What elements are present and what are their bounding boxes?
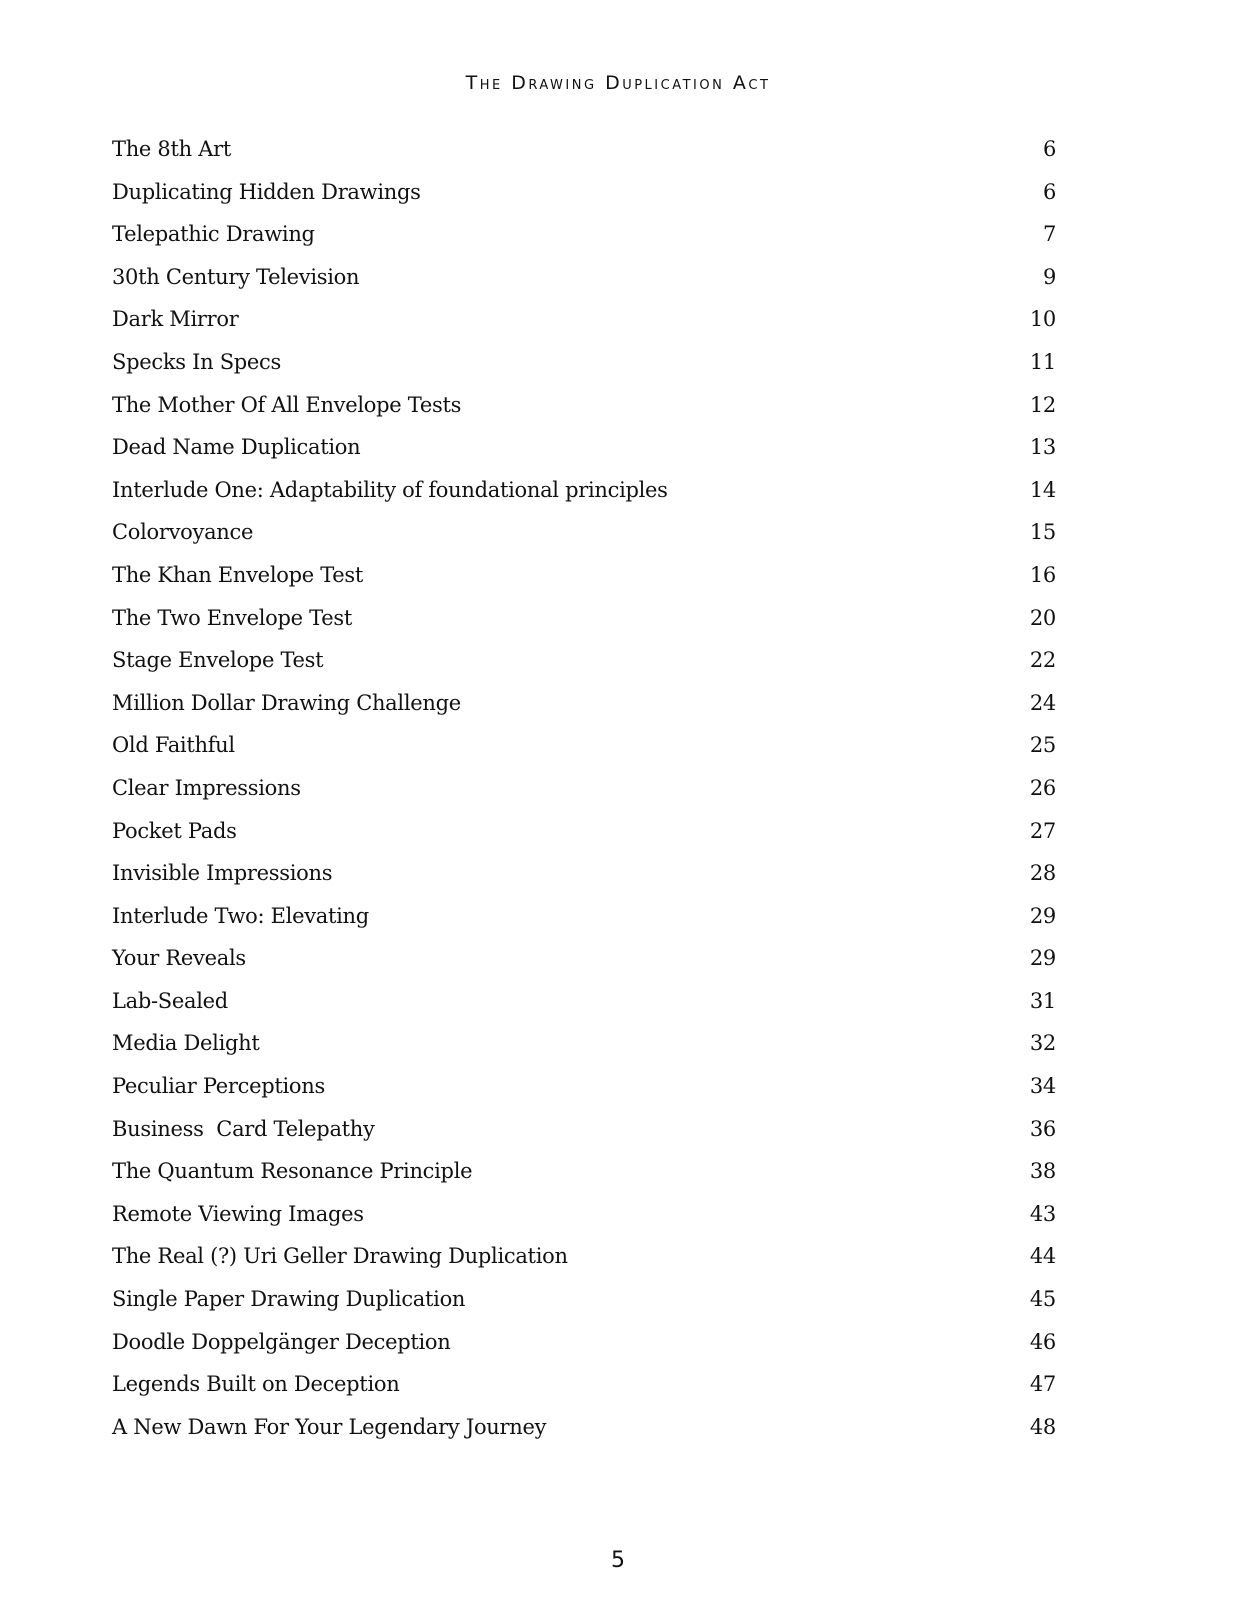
- toc-entry-page: 20: [1029, 605, 1056, 630]
- toc-entry-page: 44: [1029, 1244, 1056, 1269]
- toc-entry-title: Colorvoyance: [112, 520, 254, 545]
- toc-entry[interactable]: [112, 691, 1056, 734]
- toc-entry[interactable]: [112, 435, 1056, 478]
- toc-entry-title: 30th Century Television: [112, 264, 360, 289]
- toc-entry-title: Dark Mirror: [112, 307, 239, 332]
- toc-entry-page: 13: [1029, 435, 1056, 460]
- toc-entry[interactable]: [112, 946, 1056, 989]
- toc-entry[interactable]: [112, 1244, 1056, 1287]
- toc-entry-page: 43: [1029, 1201, 1056, 1226]
- toc-entry[interactable]: [112, 1287, 1056, 1330]
- toc-entry[interactable]: [112, 520, 1056, 563]
- toc-entry-title: The Khan Envelope Test: [112, 562, 364, 587]
- running-header-title: The Drawing Duplication Act: [465, 72, 771, 94]
- toc-entry-page: 38: [1029, 1159, 1056, 1184]
- toc-entry[interactable]: [112, 137, 1056, 180]
- toc-entry-page: 28: [1029, 861, 1056, 886]
- toc-entry-page: 9: [1042, 264, 1056, 289]
- toc-entry-page: 16: [1029, 562, 1056, 587]
- toc-entry-title: The Mother Of All Envelope Tests: [112, 392, 462, 417]
- toc-entry-page: 6: [1042, 137, 1056, 161]
- toc-entry-title: Stage Envelope Test: [112, 648, 324, 673]
- toc-entry-title: Lab-Sealed: [112, 988, 228, 1013]
- toc-entry-title: Interlude One: Adaptability of foundational principles: [112, 477, 668, 502]
- toc-entry-page: 7: [1042, 222, 1056, 247]
- toc-entry[interactable]: [112, 180, 1056, 223]
- toc-entry-title: Business Card Telepathy: [112, 1116, 375, 1141]
- toc-entry-page: 32: [1029, 1031, 1056, 1056]
- toc-entry[interactable]: [112, 1031, 1056, 1074]
- toc-entry-page: 34: [1029, 1074, 1056, 1099]
- toc-entry[interactable]: [112, 733, 1056, 776]
- toc-entry-title: Old Faithful: [112, 733, 235, 758]
- toc-entry-title: Your Reveals: [112, 946, 246, 971]
- toc-entry-title: Specks In Specs: [112, 349, 281, 374]
- page-number: 5: [611, 1548, 625, 1573]
- toc-entry-title: Interlude Two: Elevating: [112, 903, 369, 928]
- toc-entry-page: 48: [1029, 1414, 1056, 1439]
- toc-entry-title: Legends Built on Deception: [112, 1372, 400, 1397]
- toc-entry[interactable]: [112, 1330, 1056, 1373]
- toc-entry[interactable]: [112, 1202, 1056, 1245]
- toc-entry-page: 27: [1029, 818, 1056, 843]
- toc-entry-title: Duplicating Hidden Drawings: [112, 179, 421, 204]
- toc-entry[interactable]: [112, 606, 1056, 649]
- toc-entry-title: Invisible Impressions: [112, 861, 333, 886]
- toc-entry-page: 29: [1029, 903, 1056, 928]
- toc-entry[interactable]: [112, 904, 1056, 947]
- toc-entry-page: 11: [1029, 349, 1056, 374]
- toc-entry-page: 15: [1029, 520, 1056, 545]
- toc-entry-page: 6: [1042, 179, 1056, 204]
- toc-entry[interactable]: [112, 265, 1056, 308]
- toc-entry[interactable]: [112, 819, 1056, 862]
- toc-entry-page: 25: [1029, 733, 1056, 758]
- toc-entry-title: Dead Name Duplication: [112, 435, 361, 460]
- toc-entry[interactable]: [112, 1074, 1056, 1117]
- toc-entry-title: Million Dollar Drawing Challenge: [112, 690, 461, 715]
- toc-entry-title: The Two Envelope Test: [112, 605, 352, 630]
- toc-entry[interactable]: [112, 1159, 1056, 1202]
- toc-entry[interactable]: [112, 350, 1056, 393]
- toc-entry[interactable]: [112, 393, 1056, 436]
- toc-entry-page: 26: [1029, 775, 1056, 800]
- toc-entry[interactable]: [112, 861, 1056, 904]
- toc-entry-title: Single Paper Drawing Duplication: [112, 1287, 466, 1312]
- toc-entry[interactable]: [112, 776, 1056, 819]
- toc-entry-page: 36: [1029, 1116, 1056, 1141]
- table-of-contents: [112, 137, 1056, 1457]
- toc-entry-title: Remote Viewing Images: [112, 1201, 364, 1226]
- toc-entry[interactable]: [112, 222, 1056, 265]
- toc-entry[interactable]: [112, 648, 1056, 691]
- toc-entry-page: 31: [1029, 988, 1056, 1013]
- toc-entry-title: Doodle Doppelgänger Deception: [112, 1329, 451, 1354]
- toc-entry[interactable]: [112, 1415, 1056, 1458]
- toc-entry-page: 10: [1029, 307, 1056, 332]
- toc-entry-title: The Real (?) Uri Geller Drawing Duplication: [112, 1244, 568, 1269]
- toc-entry-page: 46: [1029, 1329, 1056, 1354]
- toc-entry-page: 45: [1029, 1287, 1056, 1312]
- toc-entry-page: 12: [1029, 392, 1056, 417]
- toc-entry[interactable]: [112, 989, 1056, 1032]
- toc-entry[interactable]: [112, 307, 1056, 350]
- toc-entry-page: 14: [1029, 477, 1056, 502]
- toc-entry-page: 47: [1029, 1372, 1056, 1397]
- toc-entry-title: Peculiar Perceptions: [112, 1074, 325, 1099]
- toc-entry[interactable]: [112, 1372, 1056, 1415]
- toc-entry-page: 24: [1029, 690, 1056, 715]
- toc-entry-title: Telepathic Drawing: [112, 222, 315, 247]
- toc-entry-title: A New Dawn For Your Legendary Journey: [112, 1414, 547, 1439]
- toc-entry-title: Media Delight: [112, 1031, 260, 1056]
- toc-entry-title: The Quantum Resonance Principle: [112, 1159, 473, 1184]
- toc-entry-page: 29: [1029, 946, 1056, 971]
- toc-entry[interactable]: [112, 478, 1056, 521]
- toc-entry[interactable]: [112, 1117, 1056, 1160]
- toc-entry-title: Pocket Pads: [112, 818, 237, 843]
- toc-entry-title: Clear Impressions: [112, 775, 301, 800]
- toc-entry[interactable]: [112, 563, 1056, 606]
- toc-entry-title: The 8th Art: [112, 137, 231, 161]
- toc-entry-page: 22: [1029, 648, 1056, 673]
